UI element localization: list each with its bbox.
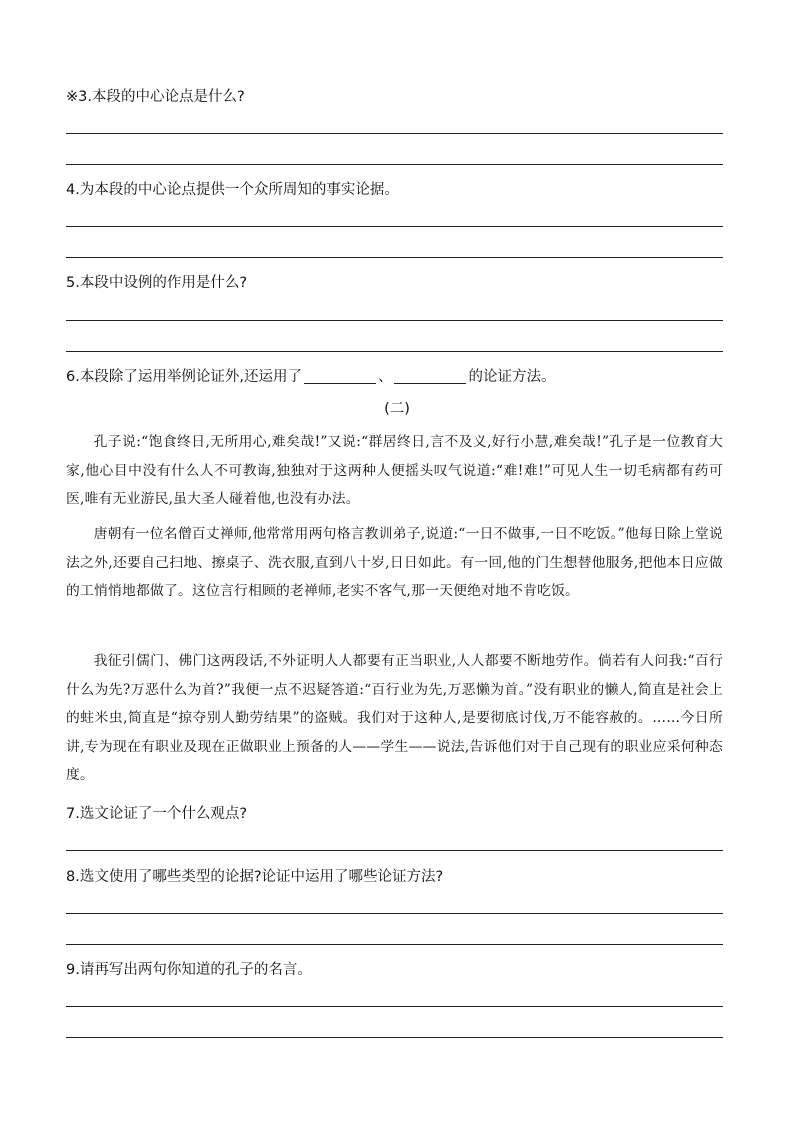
- answer-line[interactable]: [66, 320, 723, 321]
- question-6-separator: 、: [377, 369, 393, 385]
- question-7: 7.选文论证了一个什么观点?: [66, 806, 248, 822]
- section-title: (二): [384, 401, 410, 417]
- question-4: 4.为本段的中心论点提供一个众所周知的事实论据。: [66, 182, 399, 198]
- answer-line[interactable]: [66, 226, 723, 227]
- question-6-suffix: 的论证方法。: [468, 369, 556, 385]
- answer-line[interactable]: [66, 1037, 723, 1038]
- answer-line[interactable]: [66, 1006, 723, 1007]
- fill-blank-1[interactable]: [304, 367, 376, 384]
- answer-line[interactable]: [66, 351, 723, 352]
- answer-line[interactable]: [66, 913, 723, 914]
- question-5: 5.本段中设例的作用是什么?: [66, 275, 248, 291]
- question-6-prefix: 6.本段除了运用举例论证外,还运用了: [66, 369, 302, 385]
- passage-paragraph-1: 孔子说:“饱食终日,无所用心,难矣哉!”又说:“群居终日,言不及义,好行小慧,难矣哉!”孔子是一位教育大家,他心目中没有什么人不可教诲,独独对于这两种人便摇头叹气说道:“难!难!”可见人生一切毛病都有药可医,唯有无业游民,虽大圣人碰着他,也没有办法。: [66, 434, 723, 507]
- answer-line[interactable]: [66, 164, 723, 165]
- passage-paragraph-2: 唐朝有一位名僧百丈禅师,他常常用两句格言教训弟子,说道:“一日不做事,一日不吃饭。”他每日除上堂说法之外,还要自己扫地、擦桌子、洗衣服,直到八十岁,日日如此。有一回,他的门生想替他服务,把他本日应做的工悄悄地都做了。这位言行相顾的老禅师,老实不客气,那一天便绝对地不肯吃饭。: [66, 526, 723, 599]
- passage-paragraph-3: 我征引儒门、佛门这两段话,不外证明人人都要有正当职业,人人都要不断地劳作。倘若有人问我:“百行什么为先?万恶什么为首?”我便一点不迟疑答道:“百行业为先,万恶懒为首。”没有职业的懒人,简直是社会上的蛀米虫,简直是“掠夺别人勤劳结果”的盗贼。我们对于这种人,是要彻底讨伐,万不能容赦的。……今日所讲,专为现在有职业及现在正做职业上预备的人——学生——说法,告诉他们对于自己现有的职业应采何种态度。: [66, 653, 723, 783]
- question-3: ※3.本段的中心论点是什么?: [66, 89, 245, 105]
- question-9: 9.请再写出两句你知道的孔子的名言。: [66, 962, 312, 978]
- answer-line[interactable]: [66, 850, 723, 851]
- fill-blank-2[interactable]: [394, 367, 466, 384]
- question-8: 8.选文使用了哪些类型的论据?论证中运用了哪些论证方法?: [66, 869, 444, 885]
- answer-line[interactable]: [66, 257, 723, 258]
- answer-line[interactable]: [66, 133, 723, 134]
- question-6: [66, 367, 555, 387]
- answer-line[interactable]: [66, 944, 723, 945]
